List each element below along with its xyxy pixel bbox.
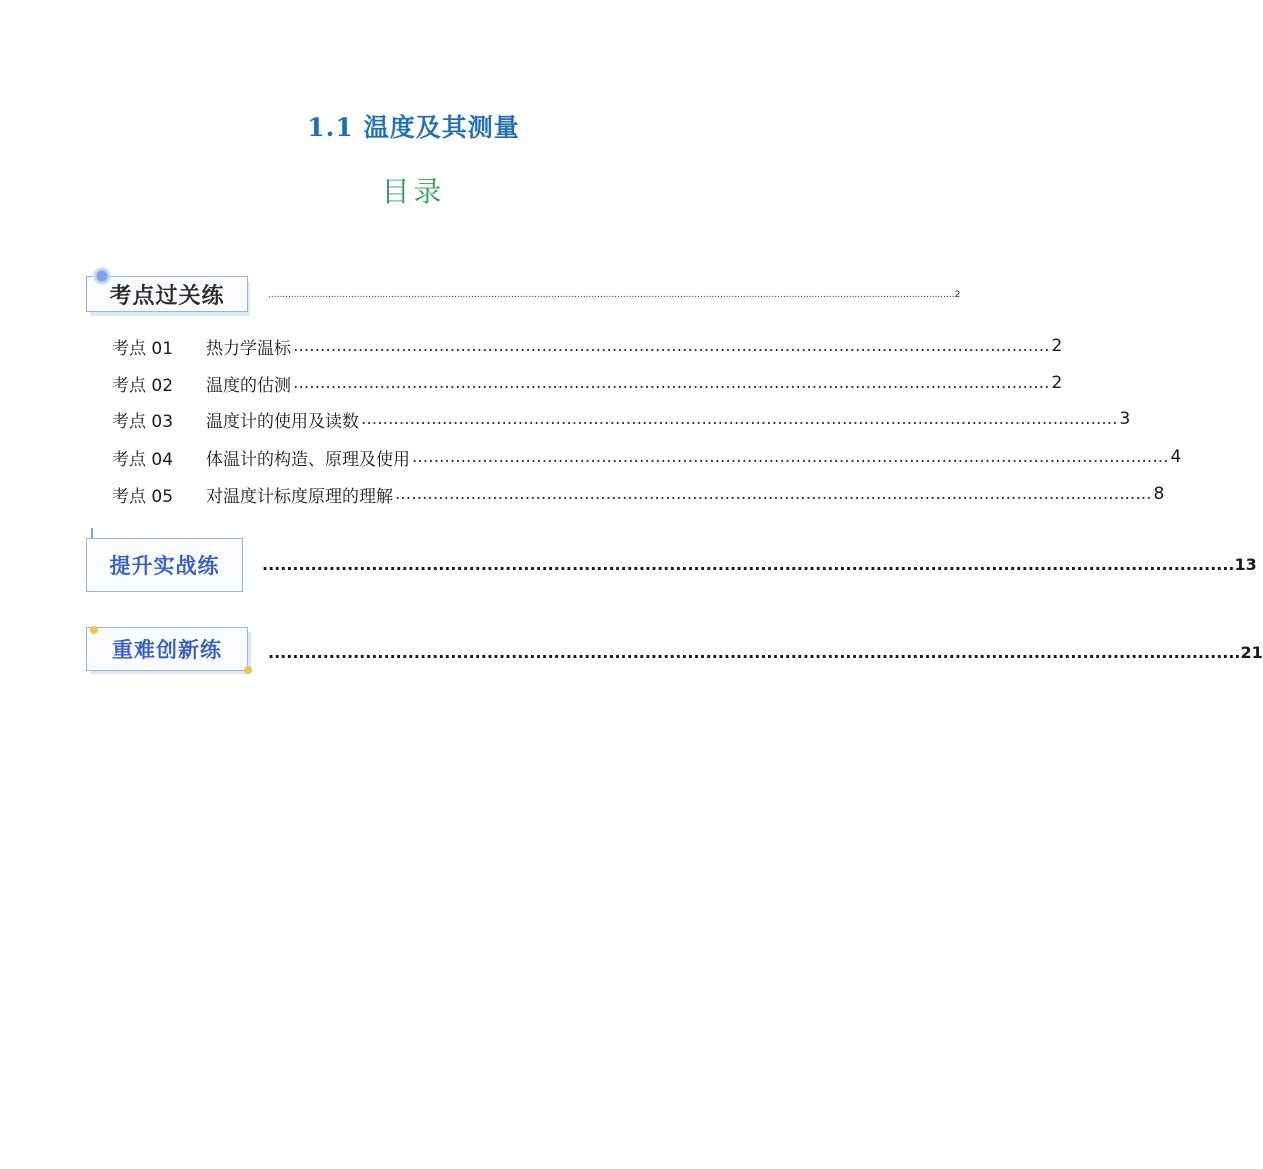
title-text: 温度及其测量 bbox=[363, 113, 520, 142]
section-badge-1[interactable] bbox=[86, 266, 256, 316]
entry-code: 考点 03 bbox=[112, 411, 174, 432]
entry-code: 考点 05 bbox=[112, 486, 174, 507]
section-leader-1 bbox=[268, 284, 961, 300]
entry-page: 2 bbox=[1051, 373, 1063, 393]
section-badge-3[interactable] bbox=[86, 624, 254, 676]
yellow-dot-icon bbox=[242, 664, 254, 676]
dot-leader: ................................................................................................................................................................ bbox=[268, 643, 1241, 662]
dot-leader: ............................................................................................................................................ bbox=[412, 447, 1169, 467]
section-label: 提升实战练 bbox=[109, 554, 220, 578]
dot-leader: ................................................................................................................................................................................................................................................ bbox=[268, 290, 955, 300]
document-title bbox=[0, 108, 827, 144]
entry-page: 3 bbox=[1119, 409, 1131, 429]
entry-code: 考点 04 bbox=[112, 449, 174, 470]
badge-box bbox=[86, 627, 248, 671]
section-leader-2 bbox=[262, 552, 1257, 574]
yellow-dot-icon bbox=[88, 624, 100, 636]
section-label: 重难创新练 bbox=[112, 638, 222, 662]
entry-name: 对温度计标度原理的理解 bbox=[206, 486, 393, 507]
dot-leader: ............................................................................................................................................ bbox=[361, 409, 1118, 429]
entry-name: 温度计的使用及读数 bbox=[206, 411, 359, 432]
entry-name: 体温计的构造、原理及使用 bbox=[206, 449, 410, 470]
toc-entry[interactable] bbox=[112, 407, 1131, 432]
dot-leader: ............................................................................................................................................ bbox=[293, 373, 1050, 393]
entry-code: 考点 02 bbox=[112, 375, 174, 396]
entry-name: 温度的估测 bbox=[206, 375, 291, 396]
toc-entry[interactable] bbox=[112, 482, 1165, 507]
entry-code: 考点 01 bbox=[112, 338, 174, 359]
entry-page: 4 bbox=[1170, 447, 1182, 467]
dot-leader: ............................................................................................................................................ bbox=[395, 484, 1152, 504]
title-number: 1.1 bbox=[307, 113, 354, 142]
toc-heading: 目录 bbox=[381, 175, 446, 208]
entry-page: 8 bbox=[1153, 484, 1165, 504]
dot-leader: ................................................................................................................................................................ bbox=[262, 555, 1235, 574]
section-badge-2[interactable] bbox=[86, 528, 248, 594]
entry-name: 热力学温标 bbox=[206, 338, 291, 359]
entry-page: 2 bbox=[1051, 336, 1063, 356]
blue-dot-icon bbox=[92, 266, 114, 288]
section-page: 13 bbox=[1234, 555, 1257, 574]
toc-entry[interactable] bbox=[112, 445, 1182, 470]
section-page: 2 bbox=[954, 290, 961, 300]
badge-box bbox=[86, 538, 243, 592]
toc-entry[interactable] bbox=[112, 371, 1063, 396]
section-page: 21 bbox=[1240, 643, 1263, 662]
dot-leader: ............................................................................................................................................ bbox=[293, 336, 1050, 356]
section-label: 考点过关练 bbox=[109, 283, 225, 309]
toc-entry[interactable] bbox=[112, 334, 1063, 359]
section-leader-3 bbox=[268, 640, 1263, 662]
